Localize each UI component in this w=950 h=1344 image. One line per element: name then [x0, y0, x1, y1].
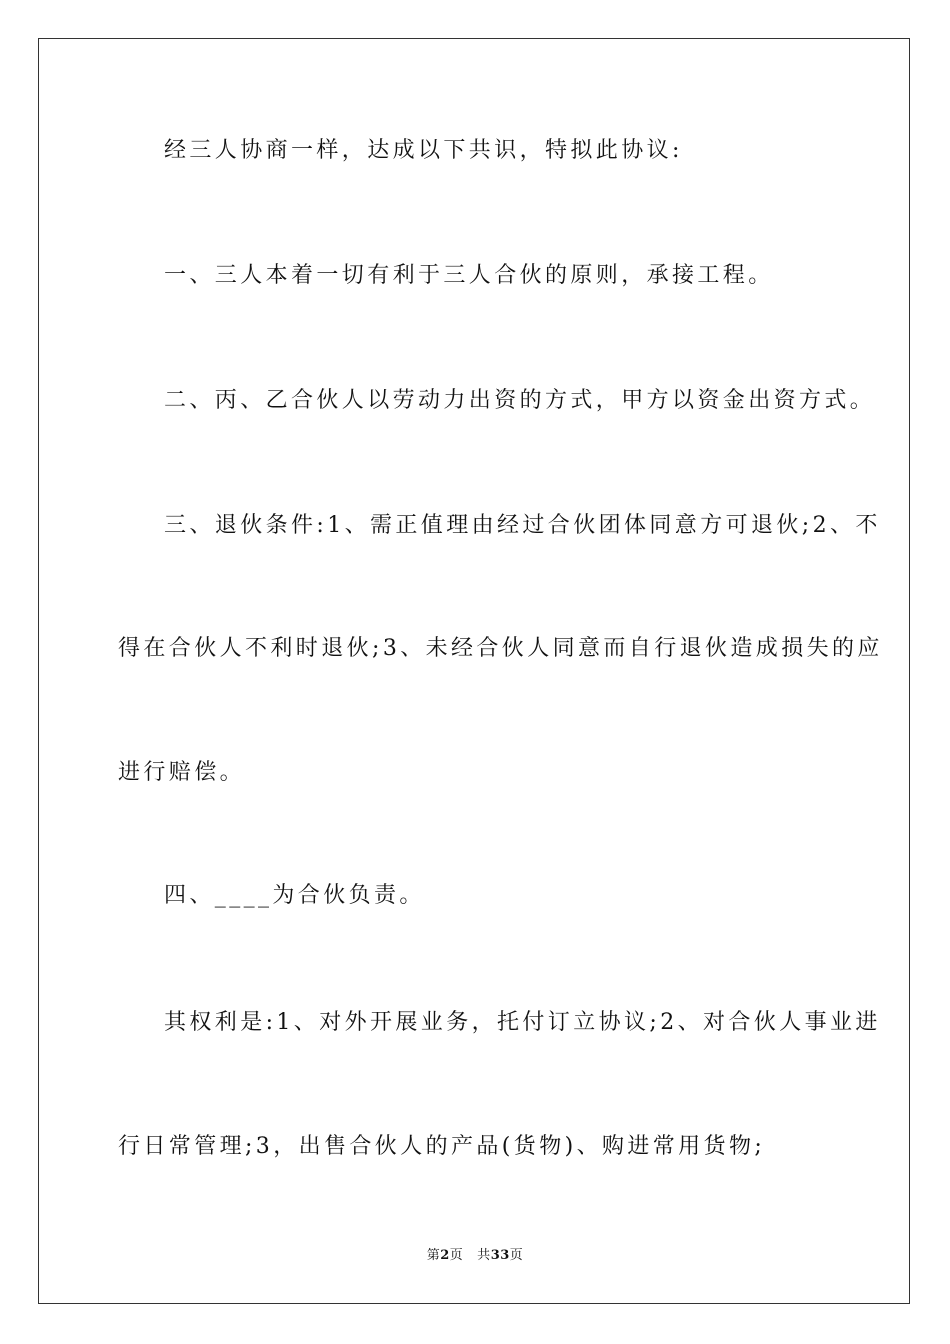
paragraph-line-8: 其权利是:1、对外开展业务，托付订立协议;2、对合伙人事业进 — [164, 1010, 881, 1035]
paragraph-line-9: 行日常管理;3，出售合伙人的产品(货物)、购进常用货物; — [118, 1134, 766, 1159]
paragraph-line-5: 得在合伙人不利时退伙;3、未经合伙人同意而自行退伙造成损失的应 — [118, 636, 883, 661]
footer-total-suffix: 页 — [509, 1248, 524, 1263]
paragraph-line-7: 四、____为合伙负责。 — [164, 883, 425, 908]
paragraph-line-1: 经三人协商一样，达成以下共识，特拟此协议: — [164, 138, 683, 163]
footer-total-pages: 33 — [490, 1248, 510, 1263]
paragraph-line-4: 三、退伙条件:1、需正值理由经过合伙团体同意方可退伙;2、不 — [164, 513, 881, 538]
footer-page-prefix: 第 — [426, 1248, 441, 1263]
footer-page-number: 2 — [440, 1248, 450, 1263]
page-footer — [0, 1244, 950, 1263]
footer-total-prefix: 共 — [477, 1248, 491, 1263]
paragraph-line-2: 一、三人本着一切有利于三人合伙的原则，承接工程。 — [164, 263, 774, 288]
footer-page-suffix: 页 — [449, 1248, 464, 1263]
page-frame — [38, 38, 910, 1304]
paragraph-line-6: 进行赔偿。 — [118, 760, 246, 785]
paragraph-line-3: 二、丙、乙合伙人以劳动力出资的方式，甲方以资金出资方式。 — [164, 388, 876, 413]
